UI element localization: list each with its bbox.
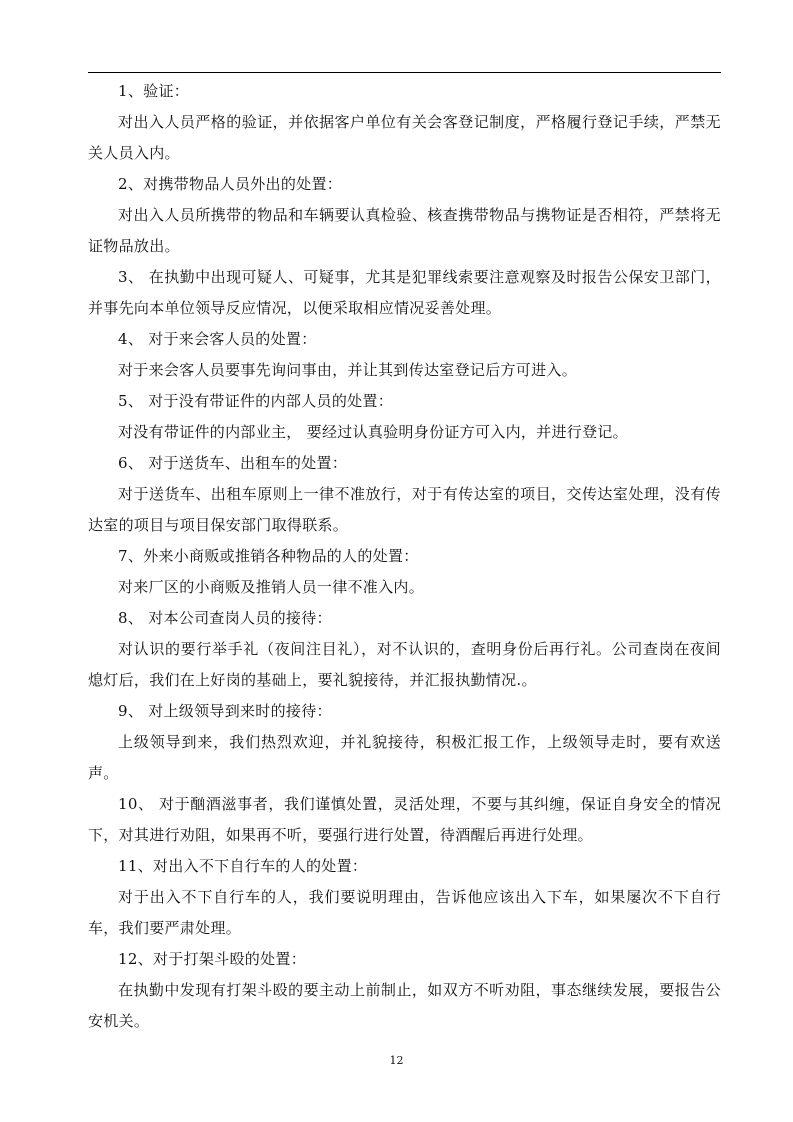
- item-heading-8: 8、 对本公司查岗人员的接待：: [118, 609, 332, 627]
- item-body-4: 对于来会客人员要事先询问事由，并让其到传达室登记后方可进入。: [118, 361, 578, 379]
- item-body-7: 对来厂区的小商贩及推销人员一律不准入内。: [118, 578, 425, 596]
- item-heading-12: 12、对于打架斗殴的处置：: [118, 950, 306, 968]
- item-heading-6: 6、 对于送货车、出租车的处置：: [118, 454, 348, 472]
- item-heading-1: 1、验证：: [118, 82, 190, 100]
- item-body-12: 在执勤中发现有打架斗殴的要主动上前制止，如双方不听劝阻，事态继续发展，要报告公安机关。: [88, 981, 721, 1030]
- item-heading-5: 5、 对于没有带证件的内部人员的处置：: [118, 392, 394, 410]
- page-number: 12: [389, 1054, 404, 1067]
- item-heading-7: 7、外来小商贩或推销各种物品的人的处置：: [118, 547, 419, 565]
- item-body-3: 3、 在执勤中出现可疑人、可疑事，尤其是犯罪线索要注意观察及时报告公保安卫部门，并事先向本单位领导反应情况，以便采取相应情况妥善处理。: [88, 268, 721, 317]
- item-body-1: 对出入人员严格的验证，并依据客户单位有关会客登记制度，严格履行登记手续，严禁无关人员入内。: [88, 113, 721, 162]
- item-body-8: 对认识的要行举手礼（夜间注目礼），对不认识的，查明身份后再行礼。公司查岗在夜间熄灯后，我们在上好岗的基础上，要礼貌接待，并汇报执勤情况.。: [88, 640, 721, 689]
- item-body-10: 10、 对于酗酒滋事者，我们谨慎处置，灵活处理，不要与其纠缠，保证自身安全的情况下，对其进行劝阻，如果再不听，要强行进行处置，待酒醒后再进行处理。: [88, 795, 721, 844]
- item-body-2: 对出入人员所携带的物品和车辆要认真检验、核查携带物品与携物证是否相符，严禁将无证物品放出。: [88, 206, 721, 255]
- item-body-9: 上级领导到来，我们热烈欢迎，并礼貌接待，积极汇报工作，上级领导走时，要有欢送声。: [88, 733, 721, 782]
- header-rule: [88, 72, 721, 73]
- item-body-11: 对于出入不下自行车的人，我们要说明理由，告诉他应该出入下车，如果屡次不下自行车，我们要严肃处理。: [88, 888, 721, 937]
- item-heading-4: 4、 对于来会客人员的处置：: [118, 330, 317, 348]
- body-text: [88, 76, 721, 1037]
- item-body-5: 对没有带证件的内部业主， 要经过认真验明身份证方可入内，并进行登记。: [118, 423, 628, 441]
- item-heading-9: 9、 对上级领导到来时的接待：: [118, 702, 332, 720]
- item-heading-11: 11、对出入不下自行车的人的处置：: [118, 857, 368, 875]
- item-heading-2: 2、对携带物品人员外出的处置：: [118, 175, 343, 193]
- item-body-6: 对于送货车、出租车原则上一律不准放行，对于有传达室的项目，交传达室处理，没有传达室的项目与项目保安部门取得联系。: [88, 485, 721, 534]
